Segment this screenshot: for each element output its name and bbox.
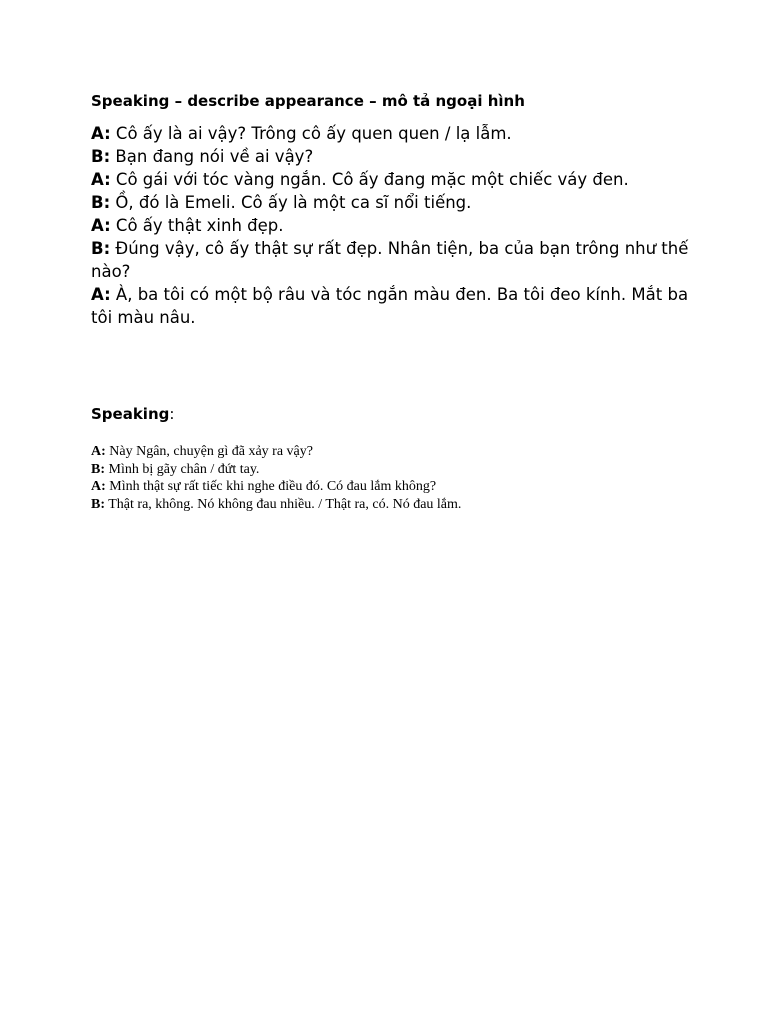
dialogue-line	[91, 496, 691, 514]
speaker-label: A:	[91, 285, 111, 304]
dialogue-line	[91, 443, 691, 461]
dialogue-text: Mình thật sự rất tiếc khi nghe điều đó. Có đau lắm không?	[105, 479, 437, 494]
dialogue-line	[91, 168, 691, 191]
dialogue-line	[91, 122, 691, 145]
speaker-label: A:	[91, 124, 111, 143]
injury-dialogue	[91, 443, 691, 513]
speaker-label: B:	[91, 461, 105, 477]
speaker-label: B:	[91, 193, 111, 212]
dialogue-line	[91, 214, 691, 237]
speaker-label: B:	[91, 239, 111, 258]
dialogue-text: Cô ấy là ai vậy? Trông cô ấy quen quen / lạ lẫm.	[110, 124, 512, 143]
dialogue-text: Thật ra, không. Nó không đau nhiều. / Thật ra, có. Nó đau lắm.	[105, 496, 462, 512]
dialogue-line	[91, 478, 691, 496]
appearance-section	[91, 90, 691, 329]
speaker-label: A:	[91, 479, 106, 494]
dialogue-text: Cô gái với tóc vàng ngắn. Cô ấy đang mặc một chiếc váy đen.	[110, 170, 629, 189]
dialogue-text: Đúng vậy, cô ấy thật sự rất đẹp. Nhân tiện, ba của bạn trông như thế nào?	[91, 239, 689, 281]
dialogue-line	[91, 461, 691, 479]
dialogue-line	[91, 283, 691, 329]
injury-heading-colon: :	[169, 405, 175, 423]
speaker-label: A:	[91, 170, 111, 189]
speaker-label: A:	[91, 216, 111, 235]
injury-section	[91, 403, 691, 513]
dialogue-line	[91, 237, 691, 283]
dialogue-text: Mình bị gãy chân / đứt tay.	[105, 461, 260, 477]
speaker-label: B:	[91, 496, 105, 512]
speaker-label: B:	[91, 147, 111, 166]
speaker-label: A:	[91, 444, 106, 459]
dialogue-line	[91, 145, 691, 168]
dialogue-text: Cô ấy thật xinh đẹp.	[110, 216, 284, 235]
dialogue-text: À, ba tôi có một bộ râu và tóc ngắn màu đen. Ba tôi đeo kính. Mắt ba tôi màu nâu.	[91, 285, 689, 327]
dialogue-text: Ồ, đó là Emeli. Cô ấy là một ca sĩ nổi tiếng.	[110, 193, 472, 212]
injury-heading-title: Speaking	[91, 405, 170, 423]
dialogue-text: Này Ngân, chuyện gì đã xảy ra vậy?	[105, 444, 313, 459]
appearance-heading: Speaking – describe appearance – mô tả ngoại hình	[91, 92, 525, 110]
dialogue-text: Bạn đang nói về ai vậy?	[110, 147, 314, 166]
injury-heading	[91, 403, 691, 425]
appearance-dialogue	[91, 122, 691, 329]
dialogue-line	[91, 191, 691, 214]
